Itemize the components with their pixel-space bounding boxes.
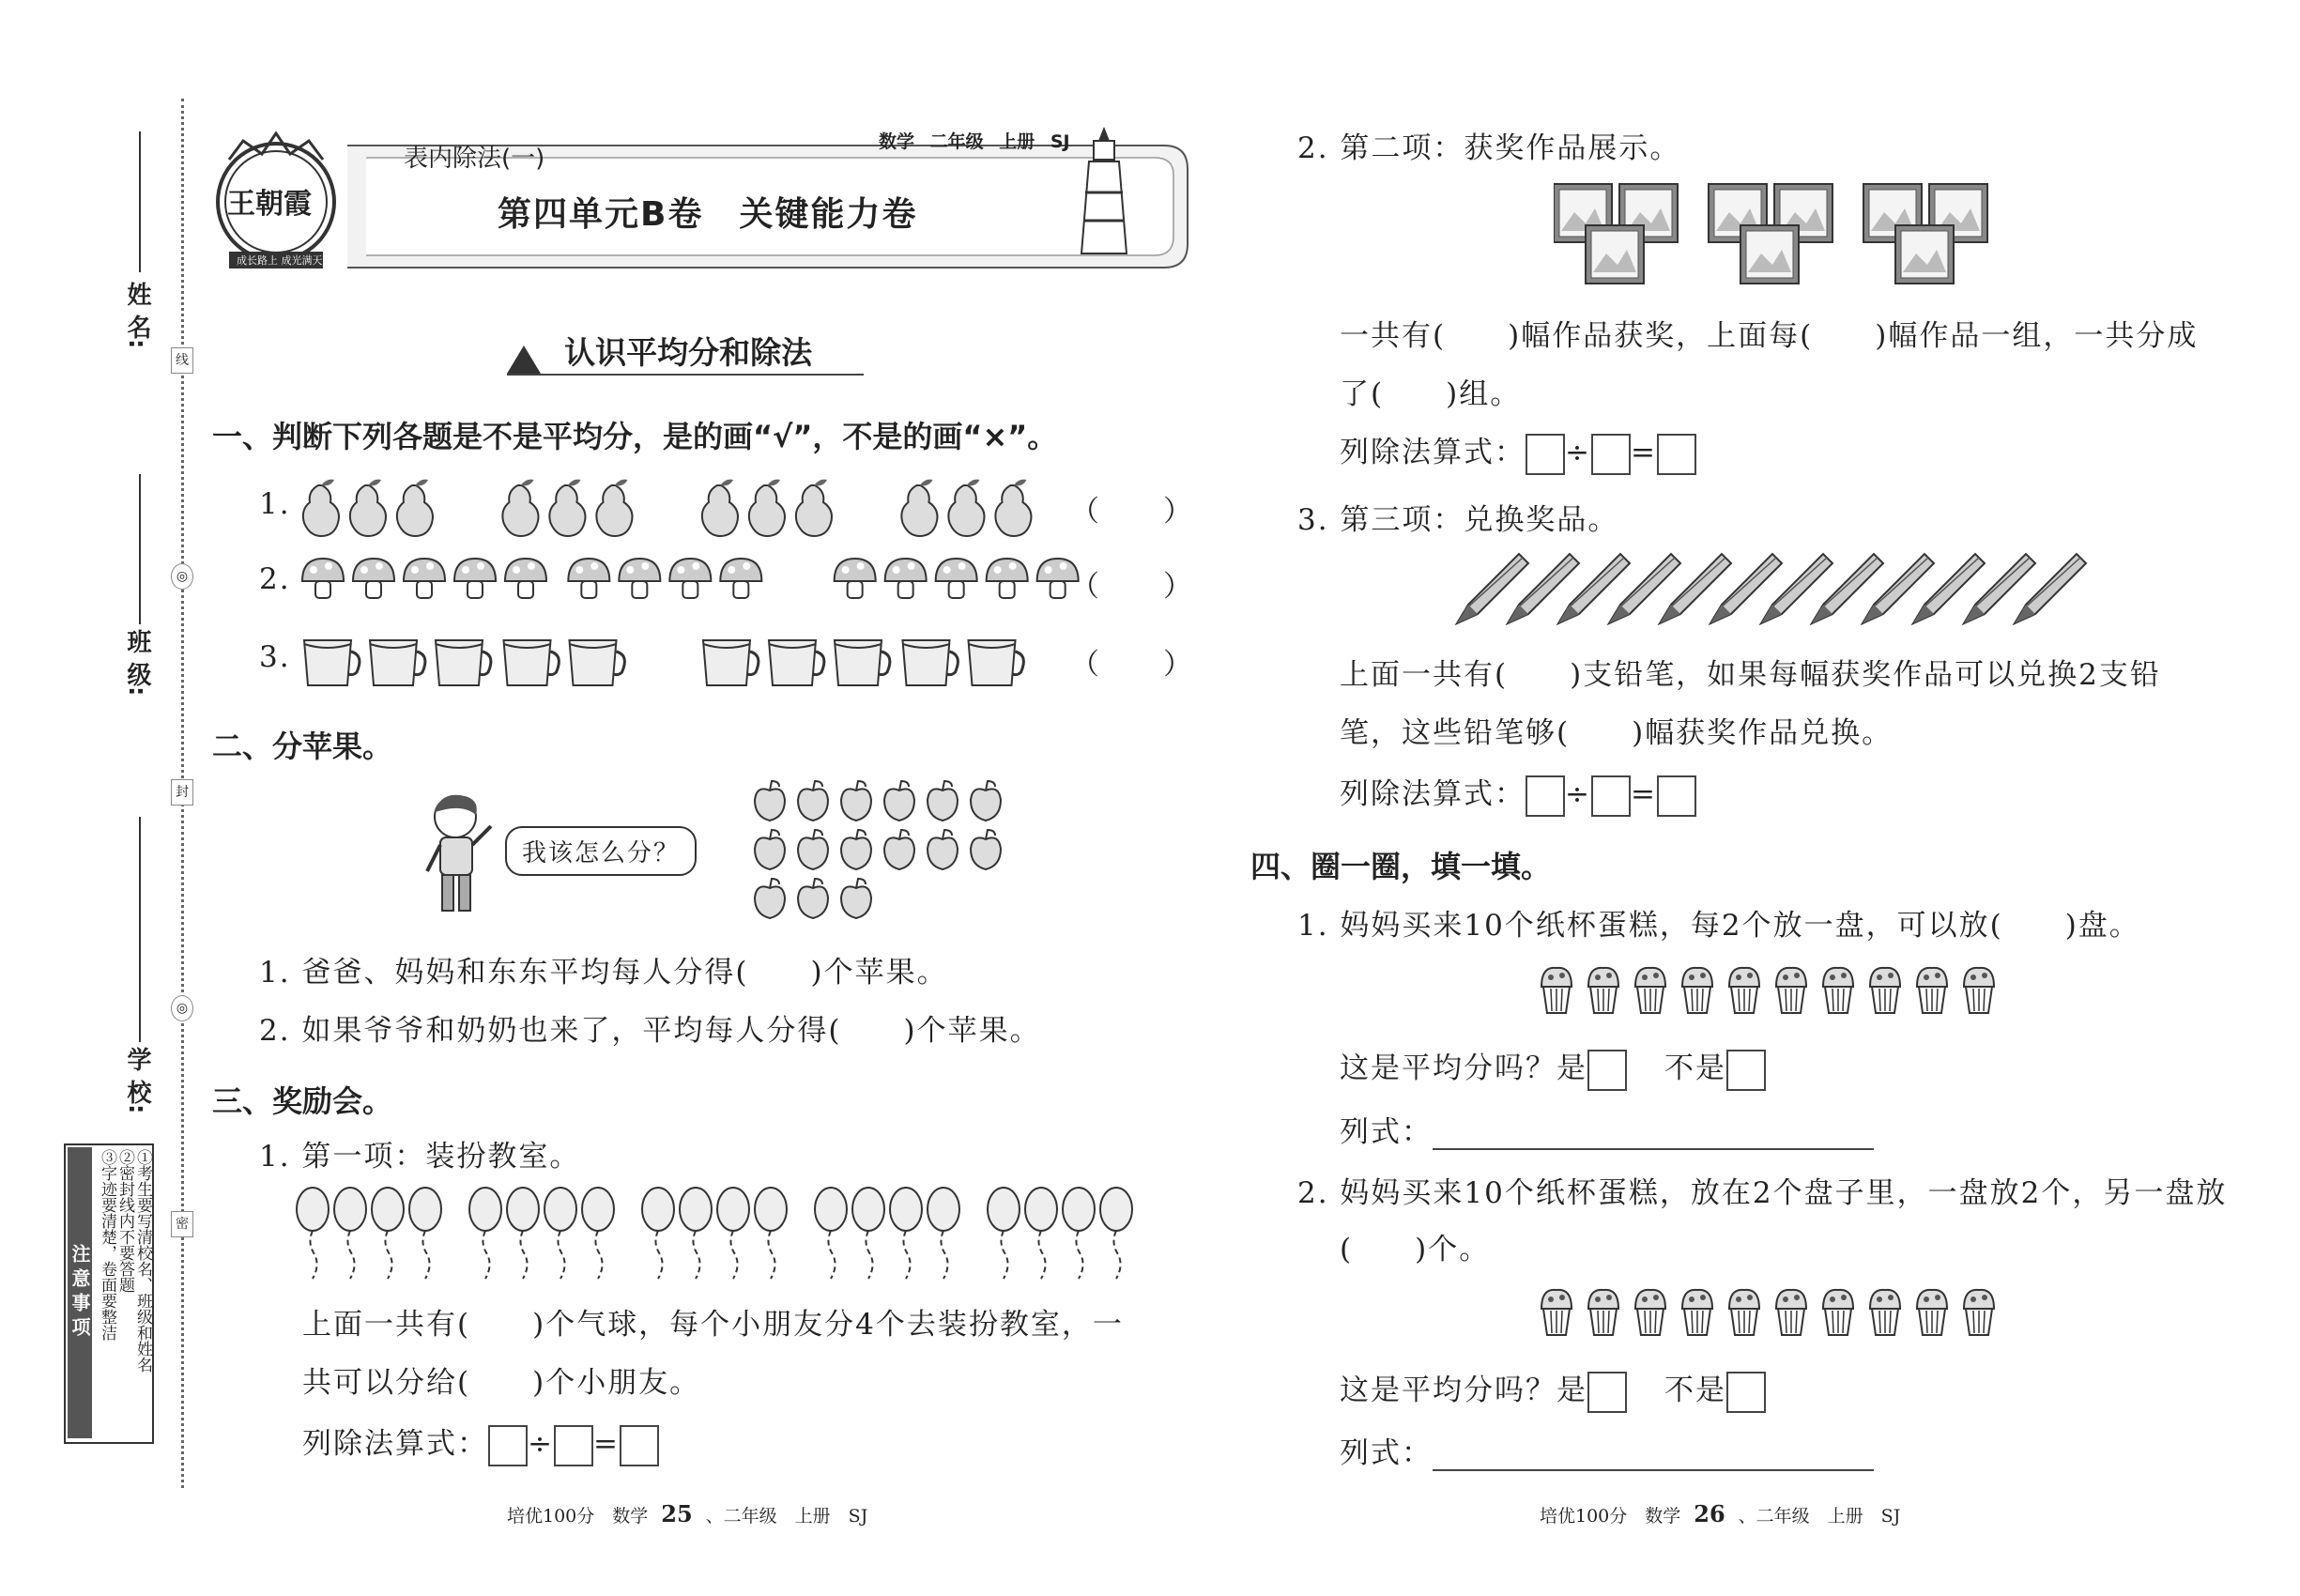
pear-icon — [397, 480, 433, 536]
balloon-icon — [409, 1188, 441, 1279]
q1-item-number: 1. — [259, 487, 291, 521]
answer-box[interactable] — [1526, 434, 1565, 475]
balloon-icon — [372, 1188, 404, 1279]
mushroom-icon — [987, 559, 1028, 598]
cupcake-icon — [1870, 968, 1900, 1013]
balloon-icon — [642, 1188, 674, 1279]
divide-sign: ÷ — [1565, 777, 1591, 811]
q3-item-3-line-1: 上面一共有( )支铅笔，如果每幅获奖作品可以兑换2支铅 — [1340, 658, 2161, 692]
school-field[interactable] — [139, 817, 141, 1042]
q3-item-1-formula — [302, 1420, 659, 1466]
apple-icon — [928, 830, 958, 869]
divide-sign: ÷ — [1565, 436, 1591, 469]
q3-item-1-line-1: 上面一共有( )个气球，每个小朋友分4个去装扮教室，一 — [302, 1308, 1124, 1342]
footer-suffix: 、二年级 上册 SJ — [1738, 1506, 1901, 1527]
notice-item: ③字迹要清楚，卷面要整洁 — [98, 1149, 116, 1341]
cup-icon — [769, 640, 824, 685]
cup-icon — [436, 640, 491, 685]
q3-title: 三、奖励会。 — [212, 1083, 393, 1119]
answer-box[interactable] — [1591, 434, 1631, 475]
cupcake-icon — [1682, 1290, 1712, 1335]
q3-item-1-title: 1. 第一项：装扮教室。 — [259, 1140, 581, 1174]
q2-item-2: 2. 如果爷爷和奶奶也来了，平均每人分得( )个苹果。 — [259, 1014, 1041, 1048]
cupcake-icon — [1870, 1290, 1900, 1335]
q2-item-1: 1. 爸爸、妈妈和东东平均每人分得( )个苹果。 — [259, 956, 948, 990]
cupcake-icon — [1729, 1290, 1759, 1335]
apple-icon — [755, 830, 785, 869]
mushroom-icon — [619, 559, 660, 598]
q1-title: 一、判断下列各题是不是平均分，是的画“√”，不是的画“×”。 — [212, 419, 1058, 454]
picture-frame-icon — [1740, 225, 1799, 284]
class-label: 班 级: — [123, 629, 151, 697]
q1-item-picture — [299, 474, 1096, 540]
cupcake-icon — [1917, 1290, 1947, 1335]
formula-label: 列式： — [1340, 1115, 1433, 1149]
cupcake-icon — [1588, 1290, 1618, 1335]
answer-box[interactable] — [1526, 775, 1565, 817]
brand-logo — [210, 131, 342, 272]
question-text: 这是平均分吗？是 — [1340, 1373, 1587, 1407]
cup-icon — [969, 640, 1024, 685]
cupcake-icon — [1635, 1290, 1665, 1335]
formula-blank[interactable] — [1433, 1443, 1874, 1471]
mushroom-icon — [835, 559, 876, 598]
yes-box[interactable] — [1587, 1372, 1627, 1413]
section-heading — [507, 329, 812, 374]
balloon-icon — [717, 1188, 749, 1279]
picture-frame-icon — [1895, 225, 1954, 284]
formula-label: 列除法算式： — [1340, 777, 1526, 811]
pear-icon — [350, 480, 386, 536]
notice-item: ①考生要写清校名、班级和姓名 — [133, 1149, 152, 1373]
q4-title: 四、圈一圈，填一填。 — [1250, 849, 1552, 884]
q1-item-picture — [299, 549, 1096, 615]
logo-motto: 成长路上 成光满天 — [237, 254, 323, 267]
speech-bubble — [505, 826, 697, 876]
apple-icon — [798, 781, 828, 821]
cupcake-icon — [1917, 968, 1947, 1013]
balloon-icon — [1063, 1188, 1095, 1279]
notice-item: ②密封线内不要答题 — [115, 1149, 134, 1293]
q3-item-2-line-1: 一共有( )幅作品获奖，上面每( )幅作品一组，一共分成 — [1340, 319, 2199, 353]
q4-item-2-line-1: 2. 妈妈买来10个纸杯蛋糕，放在2个盘子里，一盘放2个，另一盘放 — [1297, 1176, 2228, 1210]
pear-icon — [796, 480, 832, 536]
q3-item-2-line-2: 了( )组。 — [1340, 377, 1522, 411]
formula-label: 列除法算式： — [302, 1427, 488, 1461]
apple-grid — [751, 779, 1023, 934]
q4-item-2-line-2: ( )个。 — [1340, 1233, 1491, 1266]
cupcake-icon — [1541, 968, 1572, 1013]
mushroom-icon — [720, 559, 761, 598]
pear-icon — [749, 480, 785, 536]
cupcake-icon — [1541, 1290, 1572, 1335]
class-field[interactable] — [139, 474, 141, 624]
answer-box[interactable] — [620, 1425, 659, 1466]
q4-item-1-question — [1340, 1044, 1766, 1091]
balloon-icon — [755, 1188, 787, 1279]
q4-item-2-question — [1340, 1366, 1766, 1413]
formula-label: 列式： — [1340, 1436, 1433, 1470]
cupcake-icon — [1588, 968, 1618, 1013]
no-box[interactable] — [1726, 1372, 1766, 1413]
section-title: 认识平均分和除法 — [564, 334, 813, 371]
answer-box[interactable] — [554, 1425, 593, 1466]
cupcake-icon — [1823, 968, 1853, 1013]
footer-right — [1540, 1500, 1900, 1527]
apple-icon — [971, 781, 1001, 821]
footer-suffix: 、二年级 上册 SJ — [705, 1506, 868, 1527]
formula-blank[interactable] — [1433, 1122, 1874, 1150]
apple-icon — [928, 781, 958, 821]
artwork-frames — [1554, 180, 2070, 293]
balloon-icon — [507, 1188, 539, 1279]
balloon-icon — [852, 1188, 884, 1279]
notice-title: 注意事项 — [68, 1147, 92, 1438]
cupcake-row — [1538, 1284, 2016, 1341]
q2-title: 二、分苹果。 — [212, 729, 393, 764]
answer-box[interactable] — [1657, 434, 1696, 475]
q1-answer-blank[interactable]: （ ） — [1070, 648, 1194, 682]
balloon-icon — [1025, 1188, 1057, 1279]
cup-icon — [835, 640, 890, 685]
q1-item-picture — [299, 627, 1096, 693]
mushroom-icon — [669, 559, 711, 598]
answer-box[interactable] — [1657, 775, 1696, 817]
notice-body — [98, 1149, 151, 1373]
page-number: 26 — [1694, 1500, 1725, 1527]
cupcake-icon — [1964, 1290, 1994, 1335]
cupcake-icon — [1776, 968, 1806, 1013]
cupcake-icon — [1823, 1290, 1853, 1335]
pear-icon — [901, 480, 937, 536]
mushroom-icon — [404, 559, 445, 598]
name-label: 姓 名: — [123, 282, 151, 349]
divide-sign: ÷ — [528, 1427, 554, 1461]
q1-answer-blank[interactable]: （ ） — [1070, 495, 1194, 529]
mushroom-icon — [936, 559, 977, 598]
footer-prefix: 培优100分 数学 — [507, 1506, 649, 1527]
cup-icon — [703, 640, 759, 685]
q3-item-1-line-2: 共可以分给( )个小朋友。 — [302, 1366, 701, 1400]
cupcake-icon — [1964, 968, 1994, 1013]
q4-item-1-formula — [1340, 1108, 1874, 1150]
school-label: 学 校: — [123, 1047, 151, 1114]
mushroom-icon — [454, 559, 496, 598]
q4-item-1: 1. 妈妈买来10个纸杯蛋糕，每2个放一盘，可以放( )盘。 — [1297, 909, 2140, 943]
cup-icon — [570, 640, 625, 685]
q4-item-2-formula — [1340, 1429, 1874, 1471]
cup-icon — [370, 640, 425, 685]
balloon-icon — [544, 1188, 576, 1279]
logo-text: 王朝霞 — [227, 188, 312, 221]
pear-icon — [596, 480, 632, 536]
mushroom-icon — [505, 559, 546, 598]
balloon-icon — [815, 1188, 847, 1279]
cupcake-icon — [1729, 968, 1759, 1013]
equals-sign: = — [592, 1427, 620, 1461]
seal-mark-xian: 线 — [171, 347, 193, 374]
footer-prefix: 培优100分 数学 — [1540, 1506, 1681, 1527]
q1-item-number: 2. — [259, 562, 291, 596]
balloon-icon — [680, 1188, 712, 1279]
q1-answer-blank[interactable]: （ ） — [1070, 570, 1194, 604]
question-text: 这是平均分吗？是 — [1340, 1051, 1587, 1085]
apple-icon — [841, 781, 871, 821]
balloon-icon — [1100, 1188, 1132, 1279]
seal-mark-mi: 密 — [171, 1211, 193, 1237]
balloon-icon — [890, 1188, 922, 1279]
q3-item-2-title: 2. 第二项：获奖作品展示。 — [1297, 131, 1681, 165]
speech-text: 我该怎么分？ — [522, 839, 681, 867]
apple-icon — [884, 830, 914, 869]
seal-mark-feng: 封 — [171, 779, 193, 806]
cup-icon — [504, 640, 560, 685]
balloon-row — [296, 1185, 1169, 1288]
not-text: 不是 — [1664, 1373, 1726, 1407]
name-field[interactable] — [139, 131, 141, 272]
balloon-icon — [297, 1188, 329, 1279]
mushroom-icon — [568, 559, 609, 598]
notice-box — [64, 1143, 154, 1444]
balloon-icon — [334, 1188, 366, 1279]
pear-icon — [702, 480, 738, 536]
pear-icon — [995, 480, 1031, 536]
apple-icon — [755, 781, 785, 821]
q3-item-3-title: 3. 第三项：兑换奖品。 — [1297, 503, 1619, 537]
pear-icon — [948, 480, 984, 536]
pear-icon — [549, 480, 585, 536]
balloon-icon — [469, 1188, 501, 1279]
cup-icon — [903, 640, 958, 685]
apple-icon — [884, 781, 914, 821]
no-box[interactable] — [1726, 1050, 1766, 1091]
footer-left — [507, 1500, 867, 1527]
equals-sign: = — [1630, 777, 1657, 811]
apple-icon — [798, 879, 828, 918]
apple-icon — [841, 830, 871, 869]
picture-frame-icon — [1586, 225, 1644, 284]
answer-box[interactable] — [488, 1425, 528, 1466]
cupcake-icon — [1635, 968, 1665, 1013]
seal-clip-icon: ◎ — [171, 995, 193, 1021]
sailboat-icon — [507, 345, 541, 374]
cupcake-icon — [1682, 968, 1712, 1013]
q3-item-2-formula — [1340, 428, 1696, 475]
q3-item-3-formula — [1340, 770, 1696, 817]
mushroom-icon — [353, 559, 394, 598]
apple-icon — [798, 830, 828, 869]
pear-icon — [303, 480, 339, 536]
not-text: 不是 — [1664, 1051, 1726, 1085]
apple-icon — [971, 830, 1001, 869]
q1-item-number: 3. — [259, 640, 291, 674]
q3-item-3-line-2: 笔，这些铅笔够( )幅获奖作品兑换。 — [1340, 716, 1894, 750]
balloon-icon — [928, 1188, 959, 1279]
pencil-row — [1453, 546, 2092, 631]
pear-icon — [502, 480, 538, 536]
answer-box[interactable] — [1591, 775, 1631, 817]
header-subtitle: 表内除法(一) — [404, 145, 545, 173]
mushroom-icon — [302, 559, 344, 598]
seal-clip-icon: ◎ — [171, 563, 193, 590]
header-meta: 数学 二年级 上册 SJ — [879, 131, 1070, 152]
equals-sign: = — [1630, 436, 1657, 469]
yes-box[interactable] — [1587, 1050, 1627, 1091]
page-number: 25 — [661, 1500, 693, 1527]
cupcake-row — [1538, 962, 2016, 1019]
cupcake-icon — [1776, 1290, 1806, 1335]
page-title: 第四单元B卷 关键能力卷 — [498, 195, 918, 234]
balloon-icon — [988, 1188, 1020, 1279]
balloon-icon — [582, 1188, 614, 1279]
apple-icon — [841, 879, 871, 918]
formula-label: 列除法算式： — [1340, 436, 1526, 469]
mushroom-icon — [885, 559, 927, 598]
cup-icon — [304, 640, 360, 685]
apple-icon — [755, 879, 785, 918]
boy-icon — [418, 789, 502, 920]
